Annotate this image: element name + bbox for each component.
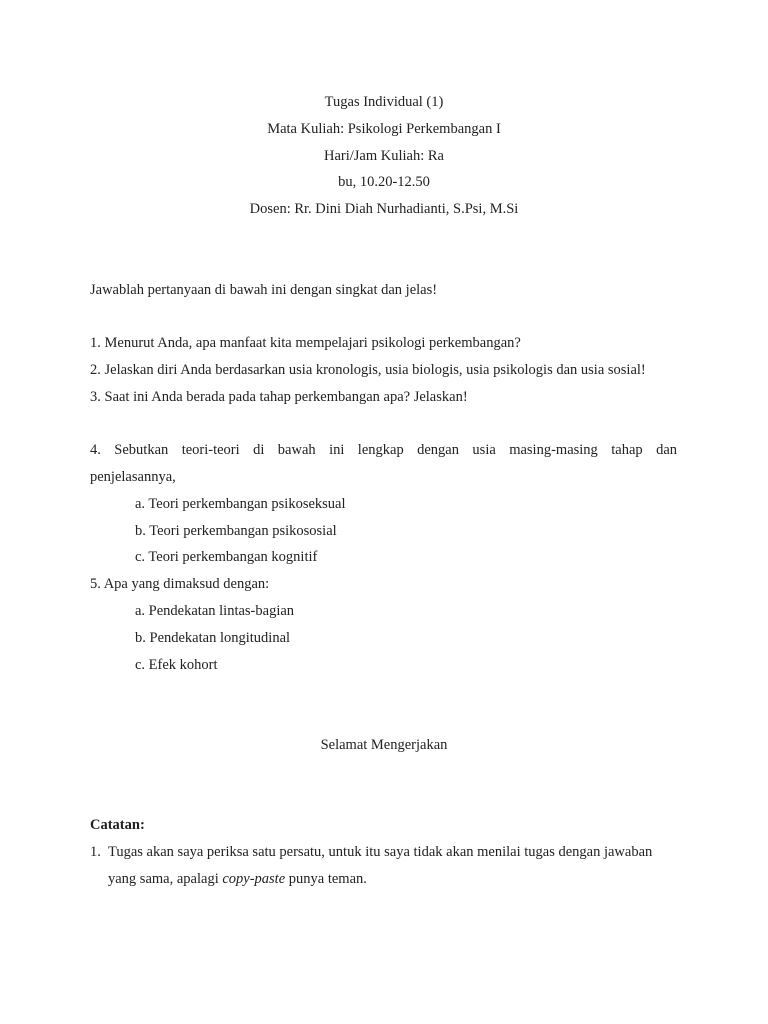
question-4-item-b: b. Teori perkembangan psikososial [135, 523, 337, 539]
question-4-item-a: a. Teori perkembangan psikoseksual [135, 496, 346, 512]
q4-word: masing-masing [509, 442, 598, 458]
assignment-title: Tugas Individual (1) [324, 94, 444, 110]
note-1-cont-emphasis: copy-paste [222, 871, 286, 887]
class-schedule-day: Hari/Jam Kuliah: Ra [323, 148, 444, 164]
closing-text: Selamat Mengerjakan [320, 737, 448, 753]
note-1-cont-end: punya teman. [285, 871, 367, 887]
question-3: 3. Saat ini Anda berada pada tahap perkembangan apa? Jelaskan! [90, 389, 468, 405]
class-schedule-time: bu, 10.20-12.50 [338, 174, 430, 190]
question-2: 2. Jelaskan diri Anda berdasarkan usia kronologis, usia biologis, usia psikologis dan usia sosial! [90, 362, 646, 378]
q4-word: 4. [90, 442, 101, 458]
question-4 [90, 441, 677, 459]
instruction-text: Jawablah pertanyaan di bawah ini dengan singkat dan jelas! [90, 282, 438, 298]
q4-word: dan [656, 442, 677, 458]
q4-word: teori-teori [181, 442, 240, 458]
q4-word: usia [472, 442, 496, 458]
q4-word: lengkap [357, 442, 404, 458]
lecturer-name: Dosen: Rr. Dini Diah Nurhadianti, S.Psi, M.Si [249, 201, 519, 217]
q4-word: Sebutkan [114, 442, 169, 458]
q4-word: tahap [611, 442, 643, 458]
q4-word: bawah [277, 442, 316, 458]
note-1-text: Tugas akan saya periksa satu persatu, untuk itu saya tidak akan menilai tugas dengan jawaban [108, 844, 653, 860]
q4-word: dengan [417, 442, 459, 458]
question-4-item-c: c. Teori perkembangan kognitif [135, 549, 318, 565]
question-5-item-b: b. Pendekatan longitudinal [135, 630, 291, 646]
course-name: Mata Kuliah: Psikologi Perkembangan I [267, 121, 501, 137]
question-5: 5. Apa yang dimaksud dengan: [90, 576, 270, 592]
notes-title: Catatan: [90, 817, 145, 833]
note-1-number: 1. [90, 844, 101, 860]
question-5-item-c: c. Efek kohort [135, 657, 218, 673]
question-4-continuation: penjelasannya, [90, 469, 176, 485]
q4-word: ini [329, 442, 345, 458]
q4-word: di [253, 442, 265, 458]
question-1: 1. Menurut Anda, apa manfaat kita mempelajari psikologi perkembangan? [90, 335, 521, 351]
note-1-cont-start: yang sama, apalagi [108, 871, 223, 887]
question-5-item-a: a. Pendekatan lintas-bagian [135, 603, 295, 619]
note-1-continuation [108, 870, 367, 888]
